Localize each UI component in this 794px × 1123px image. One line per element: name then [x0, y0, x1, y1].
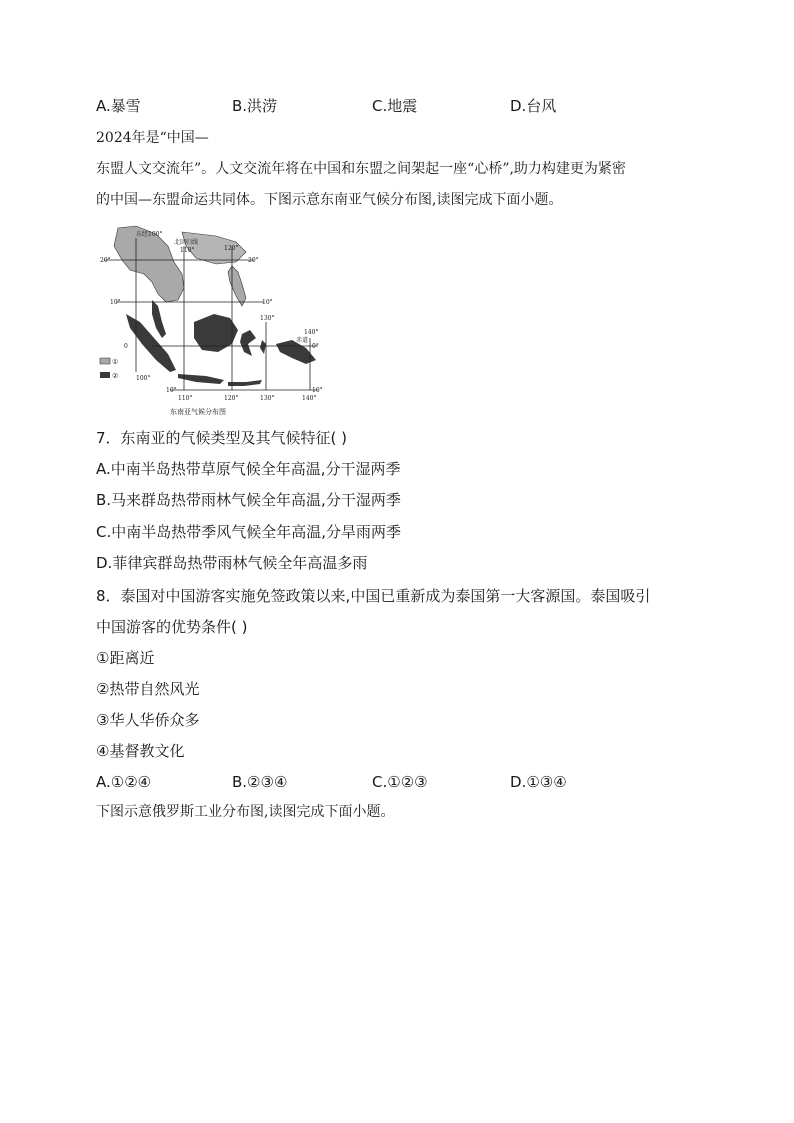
zone2-moluccas [260, 340, 266, 354]
q8-item-3: ③华人华侨众多 [96, 711, 200, 729]
q7-stem: 7．东南亚的气候类型及其气候特征( ) [96, 429, 348, 447]
label-lat20-left: 20° [100, 257, 111, 264]
legend-label-1: ① [112, 358, 119, 366]
label-lat10-bottom-right: 10° [312, 387, 322, 394]
intro-line-1: 2024年是“中国— [96, 130, 209, 146]
intro-line-3: 的中国—东盟命运共同体。下图示意东南亚气候分布图,读图完成下面小题。 [96, 192, 563, 208]
label-lat10-right: 10° [262, 299, 273, 306]
q8-item-1: ①距离近 [96, 649, 155, 667]
label-tropic: 北回归线 [174, 239, 199, 246]
label-lon110-bottom: 110° [178, 395, 193, 402]
label-lat0-left: 0 [124, 343, 128, 350]
prev-option-c: C.地震 [372, 97, 418, 115]
label-lon140-bottom: 140° [302, 395, 317, 402]
q7-option-a: A.中南半岛热带草原气候全年高温,分干湿两季 [96, 460, 401, 478]
q8-option-a: A.①②④ [96, 773, 152, 791]
q7-option-b: B.马来群岛热带雨林气候全年高温,分干湿两季 [96, 491, 401, 509]
map-caption: 东南亚气候分布图 [170, 408, 226, 416]
zone1-philippines [228, 266, 246, 306]
label-lat0-right: 0° [312, 343, 319, 350]
q8-item-4: ④基督教文化 [96, 742, 185, 760]
legend-label-2: ② [112, 372, 119, 380]
q8-stem-line-2: 中国游客的优势条件( ) [96, 618, 248, 636]
label-lon120-top: 120° [224, 245, 239, 252]
prev-option-a: A.暴雪 [96, 97, 141, 115]
label-lon130-bottom: 130° [260, 395, 275, 402]
zone2-lesser-sunda [228, 380, 262, 386]
q8-stem-line-1: 8．泰国对中国游客实施免签政策以来,中国已重新成为泰国第一大客源国。泰国吸引 [96, 587, 651, 605]
label-lon130: 130° [260, 315, 275, 322]
q7-option-d: D.菲律宾群岛热带雨林气候全年高温多雨 [96, 554, 368, 572]
label-lon120-bottom: 120° [224, 395, 239, 402]
prev-option-b: B.洪涝 [232, 97, 278, 115]
label-lon100-bottom: 100° [136, 375, 151, 382]
label-lon140-top: 140° [304, 329, 319, 336]
q8-item-2: ②热带自然风光 [96, 680, 200, 698]
zone2-sumatra [126, 314, 176, 372]
label-lat20-right: 20° [248, 257, 259, 264]
q7-option-c: C.中南半岛热带季风气候全年高温,分旱雨两季 [96, 523, 402, 541]
next-intro: 下图示意俄罗斯工业分布图,读图完成下面小题。 [96, 804, 395, 820]
label-lat10-left: 10° [110, 299, 121, 306]
zone2-malay-peninsula [152, 300, 166, 338]
q8-option-d: D.①③④ [510, 773, 567, 791]
label-lon100-top: 东经100° [136, 231, 163, 238]
label-lon110: 110° [180, 247, 195, 254]
zone2-legend-sample [100, 372, 110, 378]
prev-option-d: D.台风 [510, 97, 557, 115]
label-lat10-bottom-left: 10° [166, 387, 177, 394]
q8-option-b: B.②③④ [232, 773, 288, 791]
intro-line-2: 东盟人文交流年”。人文交流年将在中国和东盟之间架起一座“心桥”,助力构建更为紧密 [96, 161, 626, 177]
q8-option-c: C.①②③ [372, 773, 428, 791]
label-equator: 赤道 [296, 337, 309, 344]
southeast-asia-climate-map [96, 222, 322, 418]
zone2-java [178, 374, 224, 384]
zone1-legend-sample [100, 358, 110, 364]
zone2-sulawesi [240, 330, 256, 356]
